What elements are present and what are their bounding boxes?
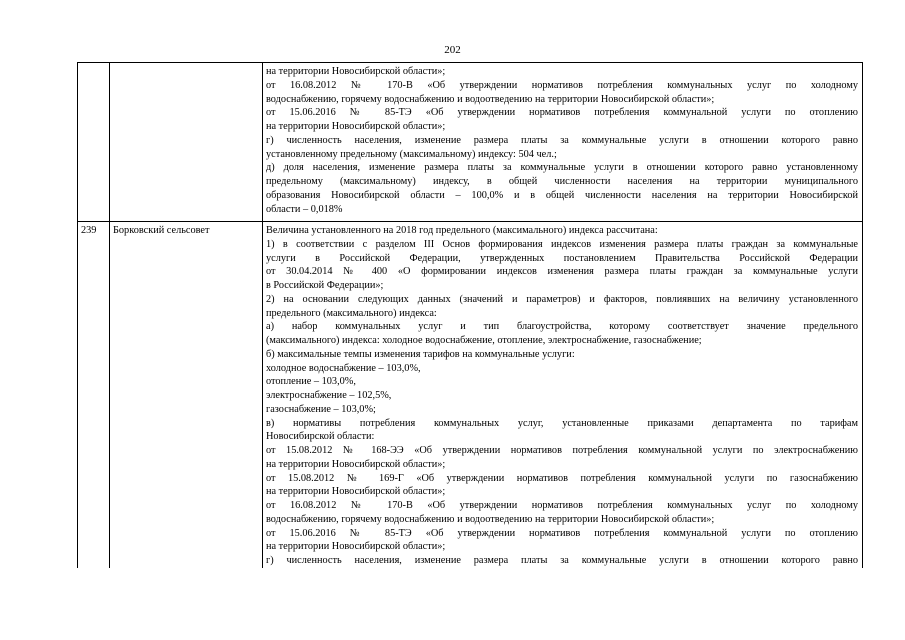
text-line: 2) на основании следующих данных (значений и параметров) и факторов, повлиявших на величину установленного xyxy=(266,293,858,305)
text-line: на территории Новосибирской области»; xyxy=(266,486,446,498)
text-line: водоснабжению, горячему водоснабжению и водоотведению на территории Новосибирской области»; xyxy=(266,513,715,525)
text-line: от 30.04.2014 № 400 «О формировании индексов изменения размера платы граждан за коммунальные услуги xyxy=(266,266,858,278)
text-line: 1) в соответствии с разделом III Основ формирования индексов изменения размера платы граждан за коммунальные xyxy=(266,238,858,250)
text-line: электроснабжение – 102,5%, xyxy=(266,390,392,401)
text-line: от 16.08.2012 № 170-В «Об утверждении нормативов потребления коммунальных услуг по холодному xyxy=(266,79,858,91)
text-line: предельному (максимальному) индексу, в общей численности населения на территории муниципального xyxy=(266,176,858,187)
table-row xyxy=(78,222,863,569)
description-cell xyxy=(263,222,863,569)
text-line: Величина установленного на 2018 год предельного (максимального) индекса рассчитана: xyxy=(266,225,658,236)
text-line: услуги в Российской Федерации, утвержденных постановлением Правительства Российской Федерации xyxy=(266,252,858,264)
text-line: б) максимальные темпы изменения тарифов на коммунальные услуги: xyxy=(266,348,575,360)
text-line: в) нормативы потребления коммунальных услуг, установленные приказами департамента по тарифам xyxy=(266,417,858,429)
text-line: предельного (максимального) индекса: xyxy=(266,307,437,319)
text-line: отопление – 103,0%, xyxy=(266,376,356,388)
table-row xyxy=(78,63,863,222)
text-line: в Российской Федерации»; xyxy=(266,280,384,291)
text-line: от 16.08.2012 № 170-В «Об утверждении нормативов потребления коммунальных услуг по холодному xyxy=(266,500,858,511)
text-line: газоснабжение – 103,0%; xyxy=(266,403,376,415)
text-line: от 15.06.2016 № 85-ТЭ «Об утверждении нормативов потребления коммунальной услуги по отоплению xyxy=(266,527,858,539)
page-number: 202 xyxy=(444,44,461,56)
text-line: на территории Новосибирской области»; xyxy=(266,121,446,132)
text-line: а) набор коммунальных услуг и тип благоустройства, которому соответствует значение предельного xyxy=(266,321,858,333)
document-table xyxy=(77,62,863,568)
municipality-name-cell xyxy=(110,63,263,222)
text-line: (максимального) индекса: холодное водоснабжение, отопление, электроснабжение, газоснабжение; xyxy=(266,335,702,346)
description-cell xyxy=(263,63,863,222)
text-line: водоснабжению, горячему водоснабжению и водоотведению на территории Новосибирской области»; xyxy=(266,93,715,105)
text-line: от 15.06.2016 № 85-ТЭ «Об утверждении нормативов потребления коммунальной услуги по отоплению xyxy=(266,107,858,119)
text-line: холодное водоснабжение – 103,0%, xyxy=(266,362,421,374)
text-line: образования Новосибирской области – 100,0% и в общей численности населения на территории Новосибирской xyxy=(266,189,858,201)
text-line: г) численность населения, изменение размера платы за коммунальные услуги в отношении которого равно xyxy=(266,555,858,566)
text-line: г) численность населения, изменение размера платы за коммунальные услуги в отношении которого равно xyxy=(266,134,858,146)
row-number-cell xyxy=(78,63,110,222)
text-line: на территории Новосибирской области»; xyxy=(266,541,446,553)
text-line: д) доля населения, изменение размера платы за коммунальные услуги в отношении которого равно установленному xyxy=(266,162,858,174)
municipality-name-cell: Борковский сельсовет xyxy=(110,222,263,569)
text-line: на территории Новосибирской области»; xyxy=(266,66,446,77)
text-line: установленному предельному (максимальному) индексу: 504 чел.; xyxy=(266,148,557,160)
text-line: от 15.08.2012 № 168-ЭЭ «Об утверждении нормативов потребления коммунальной услуги по электроснабжению xyxy=(266,445,858,456)
text-line: области – 0,018% xyxy=(266,203,343,215)
text-line: Новосибирской области: xyxy=(266,431,375,443)
row-number-cell: 239 xyxy=(78,222,110,569)
text-line: на территории Новосибирской области»; xyxy=(266,458,446,470)
text-line: от 15.08.2012 № 169-Г «Об утверждении нормативов потребления коммунальной услуги по газоснабжению xyxy=(266,472,858,484)
